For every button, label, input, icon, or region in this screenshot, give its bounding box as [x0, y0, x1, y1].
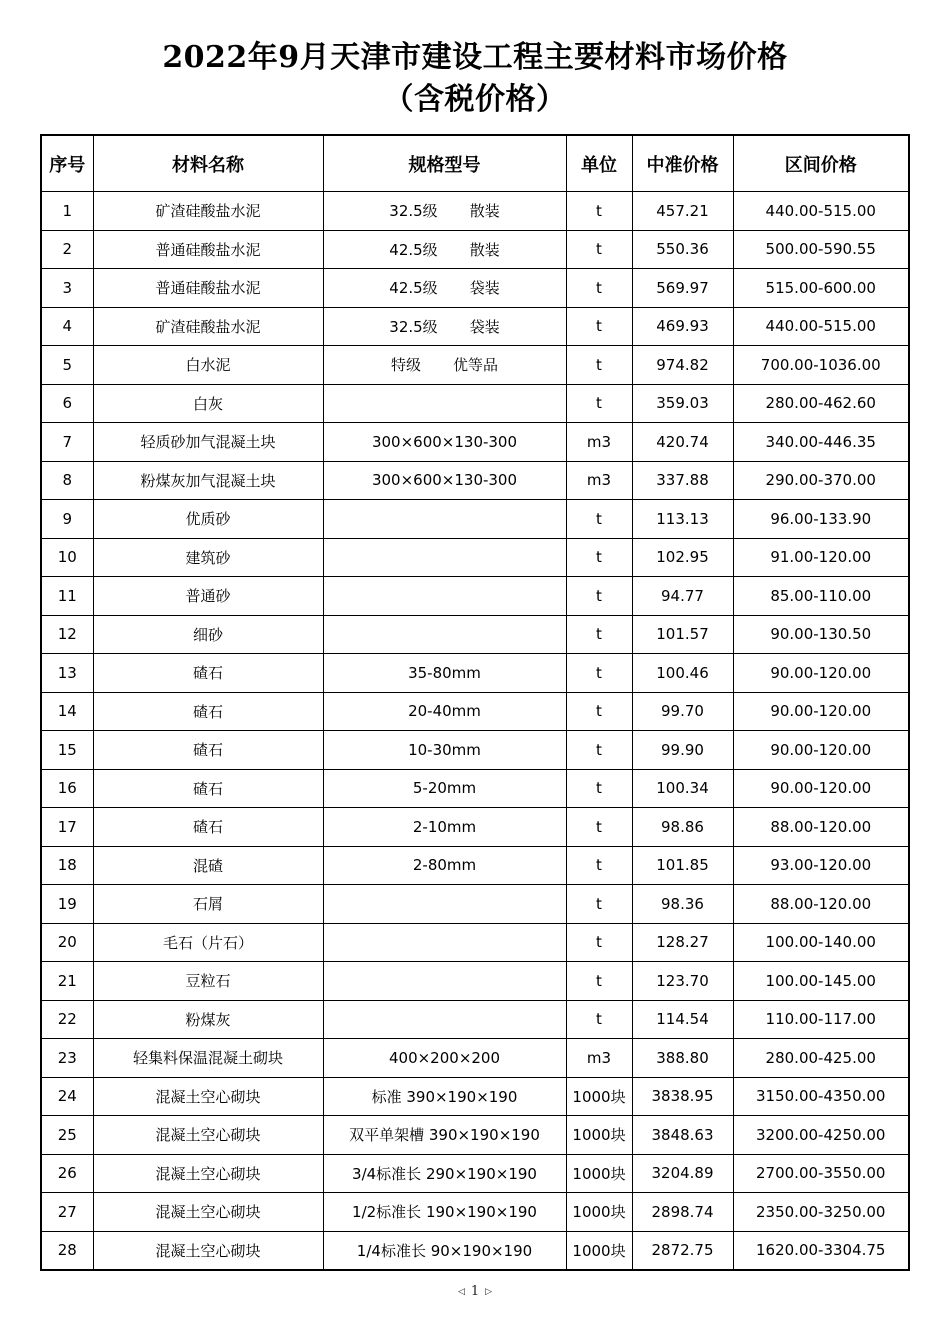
- material-name-cell: 混凝土空心砌块: [93, 1077, 323, 1116]
- page-footer: [0, 1284, 950, 1299]
- material-name-cell: 碴石: [93, 692, 323, 731]
- row-number-cell: 24: [41, 1077, 93, 1116]
- spec-text: 优等品: [453, 356, 499, 375]
- row-number-cell: 18: [41, 846, 93, 885]
- spec-cell: [323, 962, 566, 1001]
- spec-text: 32.5级: [389, 202, 438, 221]
- table-row: [41, 808, 909, 847]
- triangle-right-icon: ▷: [485, 1286, 493, 1297]
- spec-cell: [323, 885, 566, 924]
- unit-cell: t: [566, 962, 632, 1001]
- row-number-cell: 15: [41, 731, 93, 770]
- spec-cell: [323, 769, 566, 808]
- mid-price-cell: 359.03: [632, 384, 733, 423]
- spec-text: 42.5级: [389, 279, 438, 298]
- unit-cell: t: [566, 846, 632, 885]
- row-number-cell: 2: [41, 230, 93, 269]
- row-number-cell: 26: [41, 1154, 93, 1193]
- spec-cell: [323, 1039, 566, 1078]
- range-price-cell: 515.00-600.00: [733, 269, 909, 308]
- table-row: [41, 230, 909, 269]
- material-name-cell: 混凝土空心砌块: [93, 1231, 323, 1270]
- spec-cell: [323, 384, 566, 423]
- range-price-cell: 3200.00-4250.00: [733, 1116, 909, 1155]
- spec-text: 袋装: [469, 317, 500, 336]
- column-header-unit: 单位: [566, 135, 632, 192]
- range-price-cell: 280.00-462.60: [733, 384, 909, 423]
- material-name-cell: 轻质砂加气混凝土块: [93, 423, 323, 462]
- row-number-cell: 27: [41, 1193, 93, 1232]
- column-header-range-price: 区间价格: [733, 135, 909, 192]
- spec-text: 3/4标准长 290×190×190: [352, 1164, 537, 1183]
- material-name-cell: 普通硅酸盐水泥: [93, 230, 323, 269]
- spec-cell: [323, 1000, 566, 1039]
- unit-cell: t: [566, 885, 632, 924]
- mid-price-cell: 3838.95: [632, 1077, 733, 1116]
- row-number-cell: 12: [41, 615, 93, 654]
- unit-cell: t: [566, 692, 632, 731]
- table-row: [41, 654, 909, 693]
- range-price-cell: 88.00-120.00: [733, 808, 909, 847]
- row-number-cell: 17: [41, 808, 93, 847]
- material-name-cell: 粉煤灰加气混凝土块: [93, 461, 323, 500]
- spec-cell: [323, 230, 566, 269]
- mid-price-cell: 99.70: [632, 692, 733, 731]
- row-number-cell: 16: [41, 769, 93, 808]
- row-number-cell: 23: [41, 1039, 93, 1078]
- mid-price-cell: 569.97: [632, 269, 733, 308]
- spec-text: 散装: [469, 240, 500, 259]
- material-name-cell: 碴石: [93, 808, 323, 847]
- table-row: [41, 192, 909, 231]
- table-row: [41, 731, 909, 770]
- spec-text: 10-30mm: [408, 740, 481, 759]
- mid-price-cell: 2872.75: [632, 1231, 733, 1270]
- spec-cell: [323, 615, 566, 654]
- unit-cell: t: [566, 307, 632, 346]
- material-name-cell: 白灰: [93, 384, 323, 423]
- table-row: [41, 500, 909, 539]
- material-name-cell: 白水泥: [93, 346, 323, 385]
- mid-price-cell: 457.21: [632, 192, 733, 231]
- table-body: [41, 192, 909, 1271]
- mid-price-cell: 100.34: [632, 769, 733, 808]
- row-number-cell: 22: [41, 1000, 93, 1039]
- range-price-cell: 96.00-133.90: [733, 500, 909, 539]
- spec-text: 标准 390×190×190: [371, 1087, 518, 1106]
- row-number-cell: 6: [41, 384, 93, 423]
- spec-text: 42.5级: [389, 240, 438, 259]
- row-number-cell: 7: [41, 423, 93, 462]
- row-number-cell: 21: [41, 962, 93, 1001]
- material-name-cell: 矿渣硅酸盐水泥: [93, 192, 323, 231]
- range-price-cell: 90.00-120.00: [733, 769, 909, 808]
- mid-price-cell: 337.88: [632, 461, 733, 500]
- row-number-cell: 1: [41, 192, 93, 231]
- unit-cell: t: [566, 577, 632, 616]
- mid-price-cell: 113.13: [632, 500, 733, 539]
- row-number-cell: 28: [41, 1231, 93, 1270]
- row-number-cell: 10: [41, 538, 93, 577]
- material-name-cell: 轻集料保温混凝土砌块: [93, 1039, 323, 1078]
- table-row: [41, 1039, 909, 1078]
- range-price-cell: 2700.00-3550.00: [733, 1154, 909, 1193]
- unit-cell: t: [566, 384, 632, 423]
- table-row: [41, 538, 909, 577]
- unit-cell: 1000块: [566, 1077, 632, 1116]
- unit-cell: t: [566, 923, 632, 962]
- spec-text: 1/4标准长 90×190×190: [356, 1241, 533, 1260]
- row-number-cell: 9: [41, 500, 93, 539]
- mid-price-cell: 550.36: [632, 230, 733, 269]
- material-name-cell: 石屑: [93, 885, 323, 924]
- table-row: [41, 923, 909, 962]
- table-row: [41, 1116, 909, 1155]
- mid-price-cell: 101.85: [632, 846, 733, 885]
- spec-cell: [323, 1116, 566, 1155]
- unit-cell: t: [566, 731, 632, 770]
- spec-text: 双平单架槽 390×190×190: [349, 1126, 540, 1145]
- spec-cell: [323, 808, 566, 847]
- range-price-cell: 90.00-120.00: [733, 692, 909, 731]
- row-number-cell: 4: [41, 307, 93, 346]
- table-row: [41, 423, 909, 462]
- spec-cell: [323, 423, 566, 462]
- material-name-cell: 粉煤灰: [93, 1000, 323, 1039]
- range-price-cell: 700.00-1036.00: [733, 346, 909, 385]
- unit-cell: t: [566, 269, 632, 308]
- mid-price-cell: 94.77: [632, 577, 733, 616]
- spec-text: 散装: [469, 202, 500, 221]
- range-price-cell: 440.00-515.00: [733, 307, 909, 346]
- spec-text: 32.5级: [389, 317, 438, 336]
- spec-text: 400×200×200: [388, 1048, 501, 1067]
- spec-text: 1/2标准长 190×190×190: [352, 1203, 537, 1222]
- mid-price-cell: 99.90: [632, 731, 733, 770]
- column-header-name: 材料名称: [93, 135, 323, 192]
- range-price-cell: 100.00-145.00: [733, 962, 909, 1001]
- mid-price-cell: 101.57: [632, 615, 733, 654]
- material-name-cell: 毛石（片石）: [93, 923, 323, 962]
- spec-cell: [323, 731, 566, 770]
- unit-cell: m3: [566, 1039, 632, 1078]
- column-header-spec: 规格型号: [323, 135, 566, 192]
- page-subtitle: （含税价格）: [383, 82, 567, 117]
- spec-cell: [323, 577, 566, 616]
- page-title: 2022年9月天津市建设工程主要材料市场价格: [162, 40, 788, 75]
- material-name-cell: 混凝土空心砌块: [93, 1193, 323, 1232]
- spec-text: 袋装: [469, 279, 500, 298]
- table-row: [41, 885, 909, 924]
- spec-cell: [323, 654, 566, 693]
- spec-text: 35-80mm: [408, 663, 481, 682]
- table-row: [41, 846, 909, 885]
- material-name-cell: 碴石: [93, 731, 323, 770]
- range-price-cell: 90.00-130.50: [733, 615, 909, 654]
- table-row: [41, 692, 909, 731]
- row-number-cell: 14: [41, 692, 93, 731]
- material-name-cell: 建筑砂: [93, 538, 323, 577]
- spec-text: 特级: [390, 356, 421, 375]
- range-price-cell: 440.00-515.00: [733, 192, 909, 231]
- spec-cell: [323, 1154, 566, 1193]
- mid-price-cell: 102.95: [632, 538, 733, 577]
- range-price-cell: 340.00-446.35: [733, 423, 909, 462]
- range-price-cell: 100.00-140.00: [733, 923, 909, 962]
- spec-text: 300×600×130-300: [371, 432, 518, 451]
- mid-price-cell: 3204.89: [632, 1154, 733, 1193]
- page-number: 1: [470, 1284, 480, 1299]
- spec-cell: [323, 500, 566, 539]
- material-name-cell: 优质砂: [93, 500, 323, 539]
- table-row: [41, 1077, 909, 1116]
- row-number-cell: 11: [41, 577, 93, 616]
- range-price-cell: 290.00-370.00: [733, 461, 909, 500]
- column-header-mid-price: 中准价格: [632, 135, 733, 192]
- spec-cell: [323, 192, 566, 231]
- material-name-cell: 碴石: [93, 654, 323, 693]
- row-number-cell: 19: [41, 885, 93, 924]
- material-name-cell: 矿渣硅酸盐水泥: [93, 307, 323, 346]
- spec-cell: [323, 1231, 566, 1270]
- spec-cell: [323, 346, 566, 385]
- mid-price-cell: 3848.63: [632, 1116, 733, 1155]
- unit-cell: t: [566, 500, 632, 539]
- mid-price-cell: 98.86: [632, 808, 733, 847]
- mid-price-cell: 388.80: [632, 1039, 733, 1078]
- unit-cell: 1000块: [566, 1154, 632, 1193]
- table-row: [41, 346, 909, 385]
- material-name-cell: 碴石: [93, 769, 323, 808]
- material-name-cell: 混凝土空心砌块: [93, 1116, 323, 1155]
- table-row: [41, 1000, 909, 1039]
- spec-text: 2-10mm: [412, 817, 477, 836]
- table-row: [41, 1231, 909, 1270]
- range-price-cell: 91.00-120.00: [733, 538, 909, 577]
- row-number-cell: 25: [41, 1116, 93, 1155]
- spec-text: 2-80mm: [412, 856, 477, 875]
- mid-price-cell: 128.27: [632, 923, 733, 962]
- row-number-cell: 13: [41, 654, 93, 693]
- mid-price-cell: 420.74: [632, 423, 733, 462]
- range-price-cell: 93.00-120.00: [733, 846, 909, 885]
- unit-cell: m3: [566, 423, 632, 462]
- table-row: [41, 577, 909, 616]
- table-row: [41, 384, 909, 423]
- spec-cell: [323, 846, 566, 885]
- mid-price-cell: 469.93: [632, 307, 733, 346]
- spec-cell: [323, 461, 566, 500]
- unit-cell: t: [566, 615, 632, 654]
- table-row: [41, 269, 909, 308]
- unit-cell: m3: [566, 461, 632, 500]
- material-name-cell: 普通砂: [93, 577, 323, 616]
- table-row: [41, 307, 909, 346]
- spec-cell: [323, 1193, 566, 1232]
- table-header-row: [41, 135, 909, 192]
- column-header-no: 序号: [41, 135, 93, 192]
- mid-price-cell: 100.46: [632, 654, 733, 693]
- mid-price-cell: 123.70: [632, 962, 733, 1001]
- table-row: [41, 461, 909, 500]
- spec-cell: [323, 692, 566, 731]
- range-price-cell: 500.00-590.55: [733, 230, 909, 269]
- table-row: [41, 769, 909, 808]
- price-table: [40, 134, 910, 1271]
- spec-cell: [323, 269, 566, 308]
- row-number-cell: 3: [41, 269, 93, 308]
- spec-text: 5-20mm: [412, 779, 477, 798]
- mid-price-cell: 974.82: [632, 346, 733, 385]
- range-price-cell: 3150.00-4350.00: [733, 1077, 909, 1116]
- unit-cell: 1000块: [566, 1231, 632, 1270]
- unit-cell: t: [566, 230, 632, 269]
- mid-price-cell: 114.54: [632, 1000, 733, 1039]
- table-row: [41, 1154, 909, 1193]
- triangle-left-icon: ◁: [457, 1286, 465, 1297]
- range-price-cell: 88.00-120.00: [733, 885, 909, 924]
- material-name-cell: 混凝土空心砌块: [93, 1154, 323, 1193]
- range-price-cell: 90.00-120.00: [733, 654, 909, 693]
- mid-price-cell: 2898.74: [632, 1193, 733, 1232]
- unit-cell: 1000块: [566, 1116, 632, 1155]
- spec-text: 300×600×130-300: [371, 471, 518, 490]
- price-table-container: [40, 134, 908, 1271]
- material-name-cell: 豆粒石: [93, 962, 323, 1001]
- unit-cell: t: [566, 346, 632, 385]
- unit-cell: 1000块: [566, 1193, 632, 1232]
- table-row: [41, 615, 909, 654]
- spec-cell: [323, 538, 566, 577]
- unit-cell: t: [566, 808, 632, 847]
- row-number-cell: 20: [41, 923, 93, 962]
- spec-cell: [323, 1077, 566, 1116]
- unit-cell: t: [566, 538, 632, 577]
- unit-cell: t: [566, 769, 632, 808]
- range-price-cell: 2350.00-3250.00: [733, 1193, 909, 1232]
- range-price-cell: 110.00-117.00: [733, 1000, 909, 1039]
- material-name-cell: 细砂: [93, 615, 323, 654]
- table-row: [41, 962, 909, 1001]
- unit-cell: t: [566, 654, 632, 693]
- range-price-cell: 85.00-110.00: [733, 577, 909, 616]
- row-number-cell: 8: [41, 461, 93, 500]
- table-row: [41, 1193, 909, 1232]
- row-number-cell: 5: [41, 346, 93, 385]
- range-price-cell: 1620.00-3304.75: [733, 1231, 909, 1270]
- material-name-cell: 普通硅酸盐水泥: [93, 269, 323, 308]
- spec-cell: [323, 307, 566, 346]
- spec-text: 20-40mm: [408, 702, 481, 721]
- range-price-cell: 280.00-425.00: [733, 1039, 909, 1078]
- unit-cell: t: [566, 192, 632, 231]
- range-price-cell: 90.00-120.00: [733, 731, 909, 770]
- material-name-cell: 混碴: [93, 846, 323, 885]
- unit-cell: t: [566, 1000, 632, 1039]
- mid-price-cell: 98.36: [632, 885, 733, 924]
- spec-cell: [323, 923, 566, 962]
